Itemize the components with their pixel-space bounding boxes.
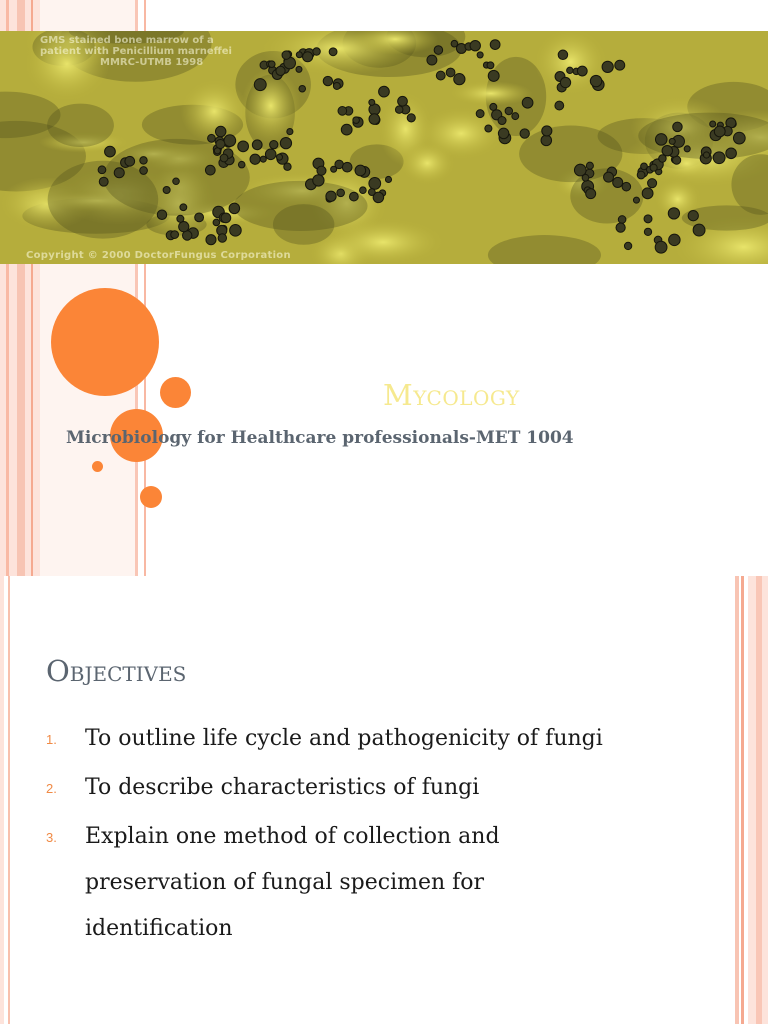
slide-title: Objectives xyxy=(46,654,187,688)
decor-stripe xyxy=(741,576,744,1024)
list-text: Explain one method of collection and preservation of fungal specimen for identification xyxy=(85,824,500,941)
decor-circle xyxy=(51,288,159,396)
list-number: 1. xyxy=(46,732,57,747)
objectives-slide xyxy=(0,576,768,1024)
decor-circle xyxy=(92,461,103,472)
list-item xyxy=(46,773,726,811)
slide-subtitle: Microbiology for Healthcare professionals-MET 1004 xyxy=(66,428,574,448)
decor-circle xyxy=(160,377,191,408)
caption-line: GMS stained bone marrow of a xyxy=(40,35,214,46)
image-copyright: Copyright © 2000 DoctorFungus Corporation xyxy=(26,250,291,261)
image-caption xyxy=(40,35,340,68)
list-number: 3. xyxy=(46,830,57,845)
slide-title: Mycology xyxy=(383,378,520,412)
decor-stripe xyxy=(0,576,4,1024)
decor-stripe xyxy=(735,576,739,1024)
list-text: To describe characteristics of fungi xyxy=(85,775,480,800)
list-number: 2. xyxy=(46,781,57,796)
caption-line: MMRC-UTMB 1998 xyxy=(100,57,204,68)
list-text: To outline life cycle and pathogenicity of fungi xyxy=(85,726,603,751)
micrograph-banner xyxy=(0,31,768,264)
decor-stripe xyxy=(8,576,10,1024)
decor-stripe xyxy=(756,576,762,1024)
list-item xyxy=(46,724,726,762)
caption-line: patient with Penicillium marneffei xyxy=(40,46,232,57)
objectives-list xyxy=(46,724,726,963)
list-item xyxy=(46,822,726,952)
decor-circle xyxy=(140,486,162,508)
